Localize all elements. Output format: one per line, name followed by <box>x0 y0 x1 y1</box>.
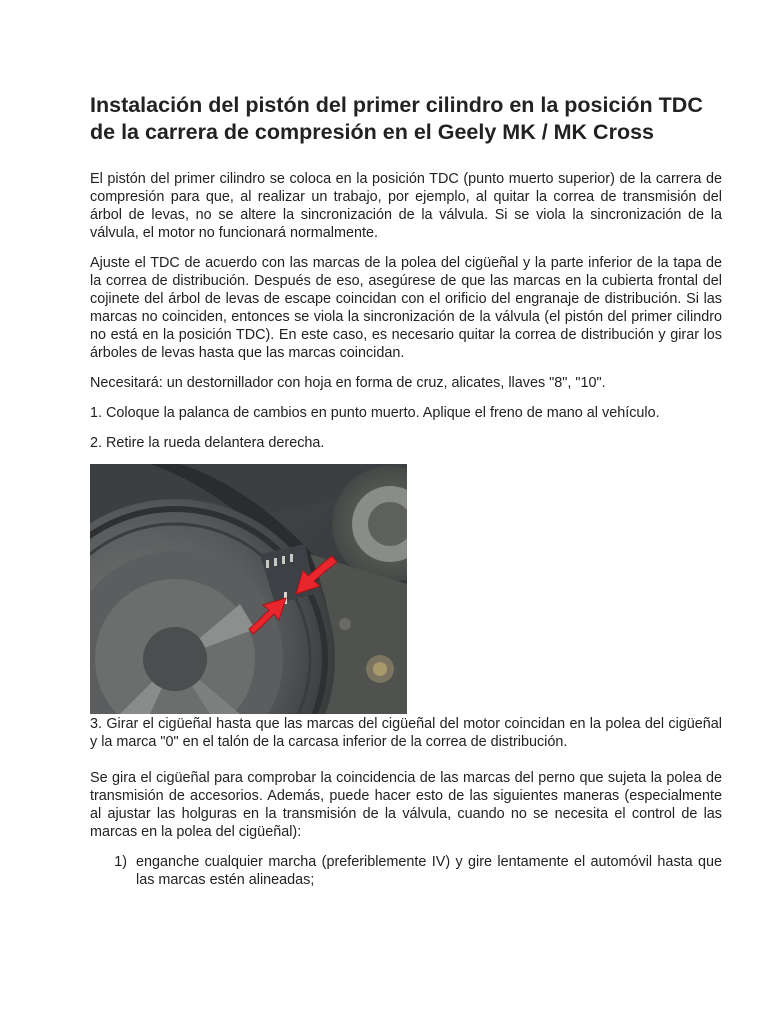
tools-paragraph: Necesitará: un destornillador con hoja en forma de cruz, alicates, llaves "8", "10". <box>90 375 606 391</box>
step-2-paragraph: 2. Retire la rueda delantera derecha. <box>90 435 325 451</box>
page-title: Instalación del pistón del primer cilindro en la posición TDC de la carrera de compresión en el Geely MK / MK Cross <box>90 93 703 144</box>
method-list <box>90 853 722 889</box>
crankshaft-pulley-photo <box>90 464 407 714</box>
list-item <box>90 853 722 889</box>
list-item-text: enganche cualquier marcha (preferiblemente IV) y gire lentamente el automóvil hasta que las marcas estén alineadas; <box>136 854 722 888</box>
step-3-paragraph: 3. Girar el cigüeñal hasta que las marcas del cigüeñal del motor coincidan en la polea del cigüeñal y la marca "0" en el talón de la carcasa inferior de la correa de distribución. <box>90 716 722 750</box>
rotate-paragraph: Se gira el cigüeñal para comprobar la coincidencia de las marcas del perno que sujeta la polea de transmisión de accesorios. Además, puede hacer esto de las siguientes maneras (especialmente al ajustar las holguras en la transmisión de la válvula, cuando no se necesita el control de las marcas en la polea del cigüeñal): <box>90 770 722 840</box>
document-page <box>90 92 722 889</box>
step-1-paragraph: 1. Coloque la palanca de cambios en punto muerto. Aplique el freno de mano al vehículo. <box>90 405 660 421</box>
list-item-number: 1) <box>114 854 127 870</box>
adjust-paragraph: Ajuste el TDC de acuerdo con las marcas de la polea del cigüeñal y la parte inferior de la tapa de la correa de distribución. Después de eso, asegúrese de que las marcas en la cubierta frontal del cojinete del árbol de levas de escape coincidan con el orificio del engranaje de distribución. Si las marcas no coinciden, entonces se viola la sincronización de la válvula (el pistón del primer cilindro no está en la posición TDC). En este caso, es necesario quitar la correa de distribución y girar los árboles de levas hasta que las marcas coincidan. <box>90 255 722 361</box>
intro-paragraph: El pistón del primer cilindro se coloca en la posición TDC (punto muerto superior) de la carrera de compresión para que, al realizar un trabajo, por ejemplo, al quitar la correa de transmisión del árbol de levas, no se altere la sincronización de la válvula. Si se viola la sincronización de la válvula, el motor no funcionará normalmente. <box>90 171 722 241</box>
